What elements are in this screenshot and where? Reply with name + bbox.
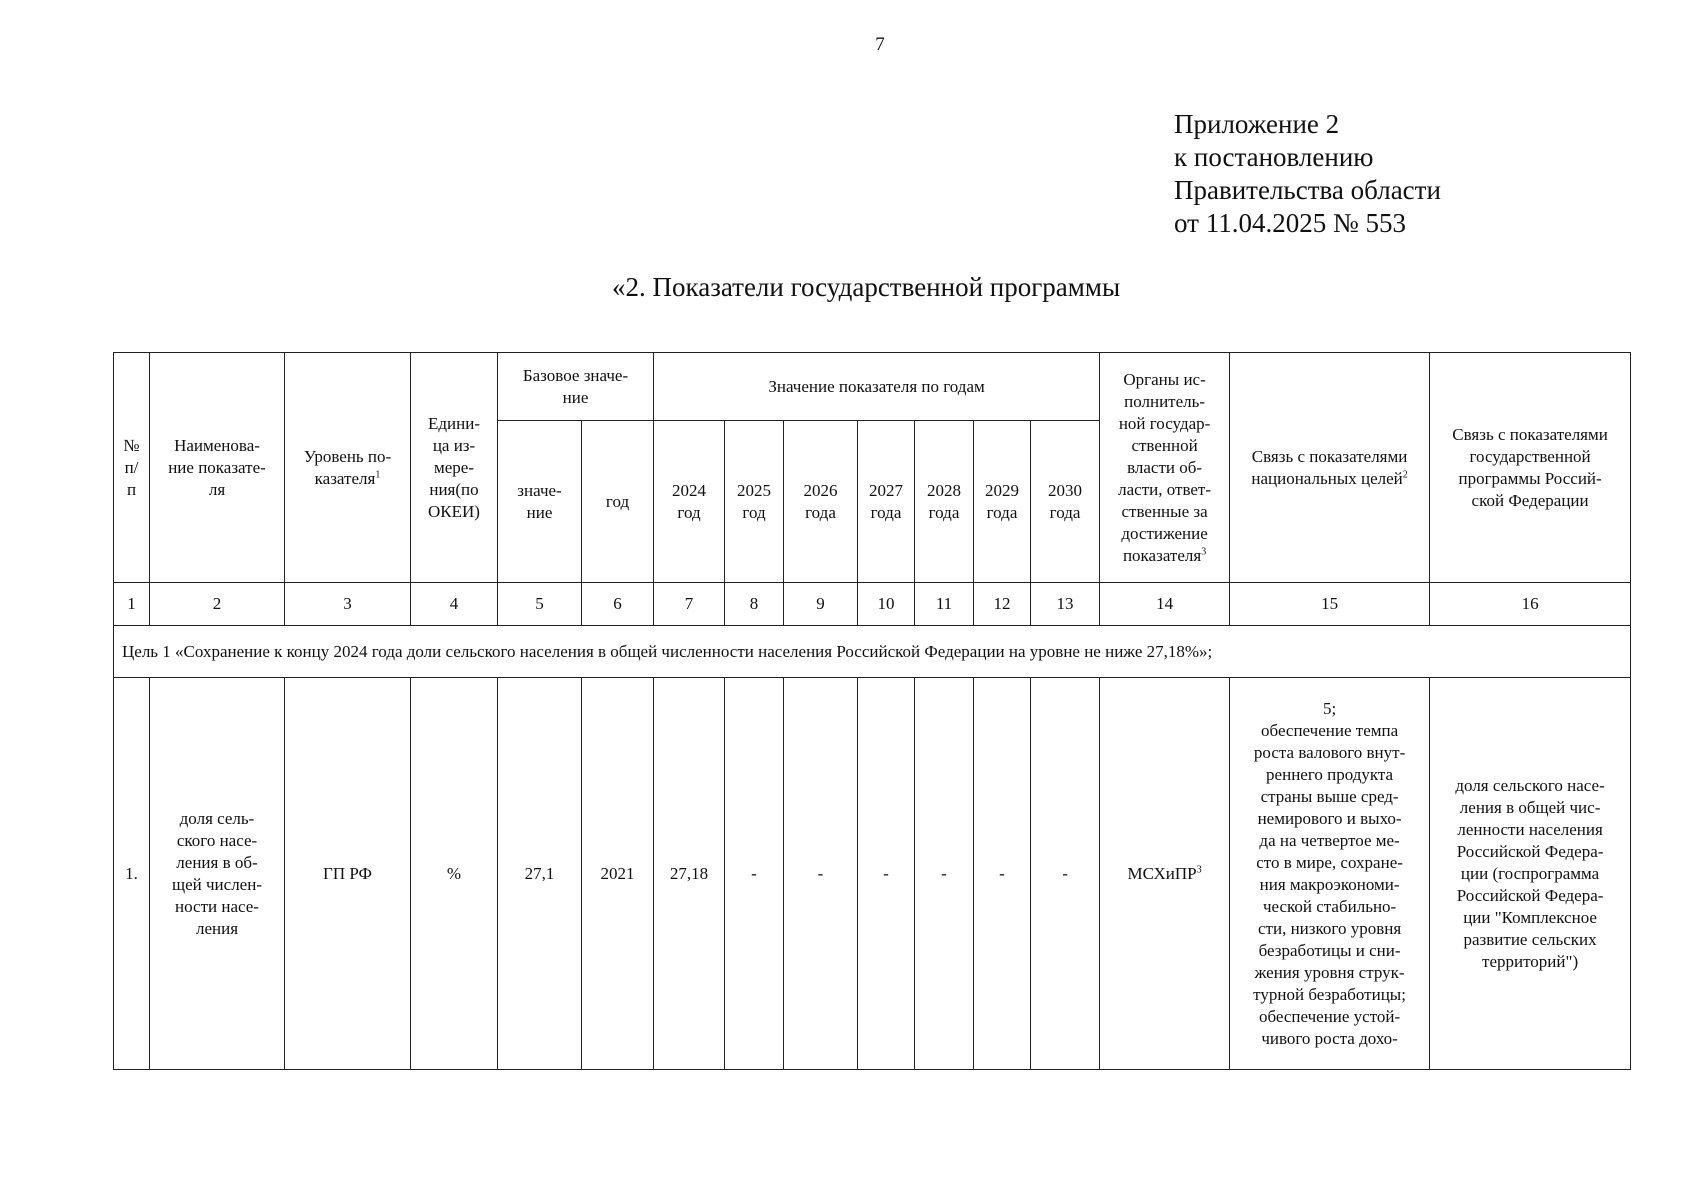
column-number: 11 xyxy=(915,583,974,626)
goal-row: Цель 1 «Сохранение к концу 2024 года доли сельского населения в общей численности населения Российской Федерации на уровне не ниже 27,18%»; xyxy=(114,626,1631,678)
row-national-goals: 5; обеспечение темпа роста валового внут- реннего продукта страны выше сред- немирового и выхо- да на четвертое ме- сто в мире, сохране- ния макроэкономи- ческой стабильно- сти, низкого уровня безработицы и сни- жения уровня струк- турной безработицы; обеспечение устой- чивого роста дохо- xyxy=(1230,678,1430,1070)
row-base-year: 2021 xyxy=(582,678,654,1070)
page-number: 7 xyxy=(875,34,885,55)
header-years-group: Значение показателя по годам xyxy=(654,353,1100,421)
header-national: Связь с показателями национальных целей$^2$ xyxy=(1230,353,1430,583)
row-num: 1. xyxy=(114,678,150,1070)
header-federal: Связь с показателями государственной программы Россий- ской Федерации xyxy=(1430,353,1631,583)
header-base-value: значе- ние xyxy=(498,421,582,583)
column-number: 7 xyxy=(654,583,725,626)
appendix-line: Правительства области xyxy=(1174,175,1441,205)
row-name: доля сель- ского насе- ления в об- щей числен- ности насе- ления xyxy=(150,678,285,1070)
row-value-2024: 27,18 xyxy=(654,678,725,1070)
column-number: 2 xyxy=(150,583,285,626)
header-year: 2025 год xyxy=(725,421,784,583)
header-base: Базовое значе- ние xyxy=(498,353,654,421)
column-number: 4 xyxy=(411,583,498,626)
column-number: 5 xyxy=(498,583,582,626)
row-value-2026: - xyxy=(784,678,858,1070)
indicators-table xyxy=(113,352,1631,1070)
column-number: 14 xyxy=(1100,583,1230,626)
appendix-line: к постановлению xyxy=(1174,142,1374,172)
row-base-value: 27,1 xyxy=(498,678,582,1070)
header-year: 2024 год xyxy=(654,421,725,583)
header-name: Наименова- ние показате- ля xyxy=(150,353,285,583)
column-number: 13 xyxy=(1031,583,1100,626)
column-number: 8 xyxy=(725,583,784,626)
header-year: 2027 года xyxy=(858,421,915,583)
row-value-2025: - xyxy=(725,678,784,1070)
header-organs: Органы ис- полнитель- ной государ- ственной власти об- ласти, ответ- ственные за достижение показателя$^3$ xyxy=(1100,353,1230,583)
row-value-2029: - xyxy=(974,678,1031,1070)
appendix-line: Приложение 2 xyxy=(1174,109,1340,139)
column-number: 10 xyxy=(858,583,915,626)
header-year: 2028 года xyxy=(915,421,974,583)
table-row xyxy=(114,678,1631,1070)
row-organ: МСХиПР$^3$ xyxy=(1100,678,1230,1070)
row-value-2028: - xyxy=(915,678,974,1070)
header-year: 2030 года xyxy=(1031,421,1100,583)
header-year: 2029 года xyxy=(974,421,1031,583)
row-value-2030: - xyxy=(1031,678,1100,1070)
column-number: 3 xyxy=(285,583,411,626)
header-year: 2026 года xyxy=(784,421,858,583)
header-base-year: год xyxy=(582,421,654,583)
column-number: 15 xyxy=(1230,583,1430,626)
column-number: 9 xyxy=(784,583,858,626)
column-number: 6 xyxy=(582,583,654,626)
document-title: «2. Показатели государственной программы xyxy=(612,272,1121,302)
header-num: № п/ п xyxy=(114,353,150,583)
header-unit: Едини- ца из- мере- ния(по ОКЕИ) xyxy=(411,353,498,583)
column-number: 1 xyxy=(114,583,150,626)
header-level: Уровень по- казателя$^1$ xyxy=(285,353,411,583)
column-number: 12 xyxy=(974,583,1031,626)
row-federal-link: доля сельского насе- ления в общей чис- ленности населения Российской Федера- ции (госпрограмма Российской Федера- ции "Комплексное развитие сельских территорий") xyxy=(1430,678,1631,1070)
row-unit: % xyxy=(411,678,498,1070)
appendix-block xyxy=(1174,108,1441,240)
row-value-2027: - xyxy=(858,678,915,1070)
column-number: 16 xyxy=(1430,583,1631,626)
row-level: ГП РФ xyxy=(285,678,411,1070)
appendix-line: от 11.04.2025 № 553 xyxy=(1174,208,1406,238)
